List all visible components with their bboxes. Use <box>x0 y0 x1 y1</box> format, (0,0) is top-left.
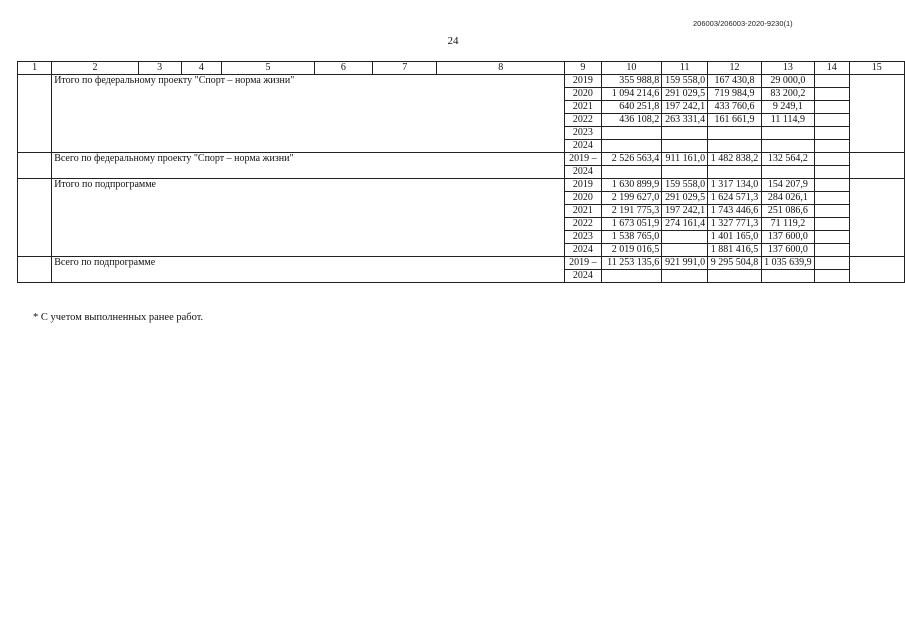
col15-cell <box>849 153 904 179</box>
section-label: Всего по федеральному проекту "Спорт – норма жизни" <box>52 153 565 179</box>
federal-budget-cell: 291 029,5 <box>662 192 708 205</box>
total-cell: 1 630 899,9 <box>601 179 662 192</box>
col14-cell <box>814 179 849 192</box>
column-number: 5 <box>222 62 314 75</box>
column-number: 14 <box>814 62 849 75</box>
column-number: 7 <box>373 62 437 75</box>
local-budget-cell: 71 119,2 <box>761 218 814 231</box>
column-number: 13 <box>761 62 814 75</box>
col14-cell <box>814 153 849 166</box>
regional-budget-cell: 1 624 571,3 <box>708 192 762 205</box>
local-budget-cell: 83 200,2 <box>761 88 814 101</box>
local-budget-cell: 9 249,1 <box>761 101 814 114</box>
col14-cell <box>814 205 849 218</box>
col14-cell <box>814 218 849 231</box>
regional-budget-cell: 719 984,9 <box>708 88 762 101</box>
year-cell: 2021 <box>565 101 602 114</box>
section-label: Итого по подпрограмме <box>52 179 565 257</box>
col14-cell <box>814 244 849 257</box>
budget-table <box>17 61 905 283</box>
regional-budget-cell: 161 661,9 <box>708 114 762 127</box>
row-number-cell <box>18 153 52 179</box>
federal-budget-cell <box>662 244 708 257</box>
federal-budget-cell: 274 161,4 <box>662 218 708 231</box>
column-number: 9 <box>565 62 602 75</box>
section-label: Всего по подпрограмме <box>52 257 565 283</box>
column-number: 15 <box>849 62 904 75</box>
regional-budget-cell: 1 743 446,6 <box>708 205 762 218</box>
year-cell: 2020 <box>565 192 602 205</box>
local-budget-cell <box>761 270 814 283</box>
regional-budget-cell: 9 295 504,8 <box>708 257 762 270</box>
regional-budget-cell <box>708 140 762 153</box>
federal-budget-cell: 911 161,0 <box>662 153 708 166</box>
total-cell <box>601 140 662 153</box>
total-cell <box>601 127 662 140</box>
year-cell: 2022 <box>565 218 602 231</box>
federal-budget-cell: 197 242,1 <box>662 101 708 114</box>
table-row <box>18 153 905 166</box>
total-cell: 2 191 775,3 <box>601 205 662 218</box>
year-cell: 2024 <box>565 270 602 283</box>
column-number: 6 <box>314 62 373 75</box>
total-cell: 1 094 214,6 <box>601 88 662 101</box>
table-row <box>18 257 905 270</box>
section-label: Итого по федеральному проекту "Спорт – норма жизни" <box>52 75 565 153</box>
regional-budget-cell: 1 482 838,2 <box>708 153 762 166</box>
local-budget-cell <box>761 166 814 179</box>
regional-budget-cell: 433 760,6 <box>708 101 762 114</box>
regional-budget-cell: 167 430,8 <box>708 75 762 88</box>
column-number: 3 <box>138 62 181 75</box>
year-cell: 2019 – <box>565 153 602 166</box>
total-cell: 2 019 016,5 <box>601 244 662 257</box>
local-budget-cell: 251 086,6 <box>761 205 814 218</box>
col14-cell <box>814 166 849 179</box>
local-budget-cell <box>761 127 814 140</box>
total-cell: 640 251,8 <box>601 101 662 114</box>
page-number: 24 <box>447 35 459 47</box>
col14-cell <box>814 192 849 205</box>
column-number: 10 <box>601 62 662 75</box>
year-cell: 2023 <box>565 231 602 244</box>
column-numbers-row <box>18 62 905 75</box>
regional-budget-cell <box>708 270 762 283</box>
local-budget-cell: 29 000,0 <box>761 75 814 88</box>
local-budget-cell: 137 600,0 <box>761 231 814 244</box>
federal-budget-cell: 197 242,1 <box>662 205 708 218</box>
column-number: 11 <box>662 62 708 75</box>
federal-budget-cell <box>662 231 708 244</box>
year-cell: 2024 <box>565 244 602 257</box>
col14-cell <box>814 257 849 270</box>
column-number: 1 <box>18 62 52 75</box>
column-number: 8 <box>437 62 565 75</box>
table-row <box>18 75 905 88</box>
year-cell: 2019 <box>565 75 602 88</box>
col15-cell <box>849 75 904 153</box>
federal-budget-cell <box>662 270 708 283</box>
col14-cell <box>814 114 849 127</box>
year-cell: 2019 <box>565 179 602 192</box>
total-cell: 436 108,2 <box>601 114 662 127</box>
year-cell: 2024 <box>565 140 602 153</box>
regional-budget-cell <box>708 166 762 179</box>
col14-cell <box>814 88 849 101</box>
local-budget-cell: 11 114,9 <box>761 114 814 127</box>
year-cell: 2020 <box>565 88 602 101</box>
col15-cell <box>849 257 904 283</box>
col14-cell <box>814 101 849 114</box>
year-cell: 2021 <box>565 205 602 218</box>
regional-budget-cell: 1 317 134,0 <box>708 179 762 192</box>
federal-budget-cell <box>662 140 708 153</box>
col14-cell <box>814 270 849 283</box>
table-row <box>18 179 905 192</box>
total-cell: 1 538 765,0 <box>601 231 662 244</box>
federal-budget-cell: 291 029,5 <box>662 88 708 101</box>
local-budget-cell <box>761 140 814 153</box>
year-cell: 2019 – <box>565 257 602 270</box>
footnote: * С учетом выполненных ранее работ. <box>33 312 204 323</box>
local-budget-cell: 284 026,1 <box>761 192 814 205</box>
federal-budget-cell <box>662 166 708 179</box>
local-budget-cell: 137 600,0 <box>761 244 814 257</box>
col15-cell <box>849 179 904 257</box>
year-cell: 2022 <box>565 114 602 127</box>
col14-cell <box>814 231 849 244</box>
regional-budget-cell: 1 327 771,3 <box>708 218 762 231</box>
federal-budget-cell <box>662 127 708 140</box>
column-number: 2 <box>52 62 139 75</box>
regional-budget-cell: 1 881 416,5 <box>708 244 762 257</box>
row-number-cell <box>18 257 52 283</box>
total-cell <box>601 270 662 283</box>
total-cell: 2 199 627,0 <box>601 192 662 205</box>
column-number: 12 <box>708 62 762 75</box>
col14-cell <box>814 75 849 88</box>
local-budget-cell: 132 564,2 <box>761 153 814 166</box>
col14-cell <box>814 140 849 153</box>
regional-budget-cell: 1 401 165,0 <box>708 231 762 244</box>
local-budget-cell: 1 035 639,9 <box>761 257 814 270</box>
row-number-cell <box>18 179 52 257</box>
total-cell <box>601 166 662 179</box>
federal-budget-cell: 159 558,0 <box>662 179 708 192</box>
federal-budget-cell: 159 558,0 <box>662 75 708 88</box>
total-cell: 355 988,8 <box>601 75 662 88</box>
total-cell: 2 526 563,4 <box>601 153 662 166</box>
year-cell: 2023 <box>565 127 602 140</box>
total-cell: 1 673 051,9 <box>601 218 662 231</box>
federal-budget-cell: 263 331,4 <box>662 114 708 127</box>
column-number: 4 <box>181 62 222 75</box>
col14-cell <box>814 127 849 140</box>
federal-budget-cell: 921 991,0 <box>662 257 708 270</box>
row-number-cell <box>18 75 52 153</box>
total-cell: 11 253 135,6 <box>601 257 662 270</box>
local-budget-cell: 154 207,9 <box>761 179 814 192</box>
regional-budget-cell <box>708 127 762 140</box>
document-id: 206003/206003-2020-9230(1) <box>693 19 793 28</box>
year-cell: 2024 <box>565 166 602 179</box>
